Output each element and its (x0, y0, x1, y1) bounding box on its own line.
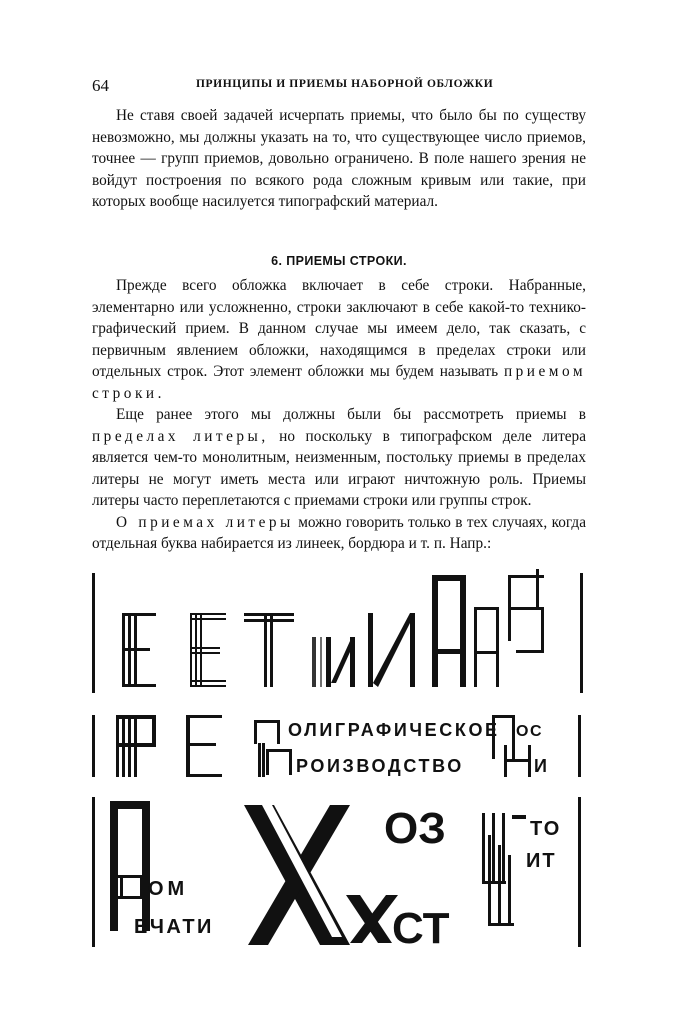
example-text-to: ТО (530, 818, 562, 840)
letter-e-rules-2 (190, 613, 226, 687)
example-text-poligraficheskoe: ОЛИГРАФИЧЕСКОЕ (288, 720, 500, 740)
letter-construction-examples (0, 565, 676, 965)
example-text-i: И (534, 756, 547, 776)
frame-rule-left-3 (92, 797, 95, 947)
letter-p-rules (116, 715, 156, 777)
frame-rule-right-3 (578, 797, 581, 947)
term-priemah-litery: О приемах литеры (116, 513, 294, 531)
running-title: ПРИНЦИПЫ И ПРИЕМЫ НАБОРНОЙ ОБЛОЖКИ (196, 78, 494, 90)
letter-x-small (346, 895, 398, 943)
letter-p-big (110, 801, 150, 931)
example-text-pechati: ЕЧАТИ (134, 916, 214, 938)
example-text-dom: ОМ (148, 878, 189, 900)
letter-a-tall (432, 575, 466, 687)
letter-e-rules-3 (186, 715, 222, 777)
letter-i-bold (368, 613, 415, 687)
term-predelah-litery: пределах литеры, (92, 427, 269, 445)
letter-e-rules-1 (122, 613, 156, 687)
example-text-proizvodstvo: РОИЗВОДСТВО (296, 756, 464, 776)
paragraph-2 (92, 275, 586, 404)
paragraph-2-text: Прежде всего обложка включает в себе строки. Набранные, элементарно или усложненно, строки заключают в себе какой-то технико-графический прием. В данном случае мы имеем дело, так сказать, с первичным явлением обложки, находящимся в пределах строки или отдельных строк. Этот элемент обложки мы будем называть (92, 277, 586, 380)
paragraph-group-2 (92, 275, 586, 555)
example-text-oz: ОЗ (384, 804, 446, 853)
paragraph-3-text-a: Еще ранее этого мы должны были бы рассмотреть приемы в (116, 406, 586, 423)
paragraph-3-text-b: но поскольку в типографском деле литера является чем-то монолитным, неизменным, постольку приемы в пределах литеры не могут иметь места или играют ничтожную роль. Приемы литеры часто переплетаются с приемами строки или группы строк. (92, 427, 586, 509)
page-number: 64 (92, 76, 109, 95)
frame-rule-right (580, 573, 583, 693)
letter-x-big (244, 805, 350, 945)
letter-d (114, 875, 146, 899)
term-priem-stroki: приемом строки. (92, 363, 586, 402)
page-header (92, 76, 592, 98)
example-text-st: СТ (392, 904, 450, 953)
paragraph-3 (92, 404, 586, 512)
frame-rule-left-2 (92, 715, 95, 777)
paragraph-4 (92, 512, 586, 555)
section-title: 6. ПРИЕМЫ СТРОКИ. (271, 254, 407, 268)
letter-t-rules (244, 613, 294, 687)
letter-p-constructed (254, 720, 292, 777)
paragraph-1-text: Не ставя своей задачей исчерпать приемы, что было бы по существу невозможно, мы должны указать на то, что существующее число приемов, точнее — групп приемов, довольно ограничено. В поле нашего зрения не войдут построения по всякого рода сложным кривым или такие, при которых вообще насилуется типографский материал. (92, 107, 586, 210)
letter-i-dotted (312, 637, 322, 687)
example-row-1 (92, 569, 583, 693)
example-text-it: ИТ (526, 850, 557, 872)
frame-rule-left (92, 573, 95, 693)
letter-as-outline (474, 569, 544, 687)
paragraph-1 (92, 105, 586, 213)
frame-rule-right-2 (578, 715, 581, 777)
letter-shch-constructed (482, 813, 526, 926)
example-text-os: ОС (516, 723, 543, 740)
letter-i-slanted-1 (326, 637, 355, 687)
paragraph-4-text: можно говорить только в тех случаях, когда отдельная буква набирается из линеек, бордюра и т. п. Напр.: (92, 513, 586, 552)
